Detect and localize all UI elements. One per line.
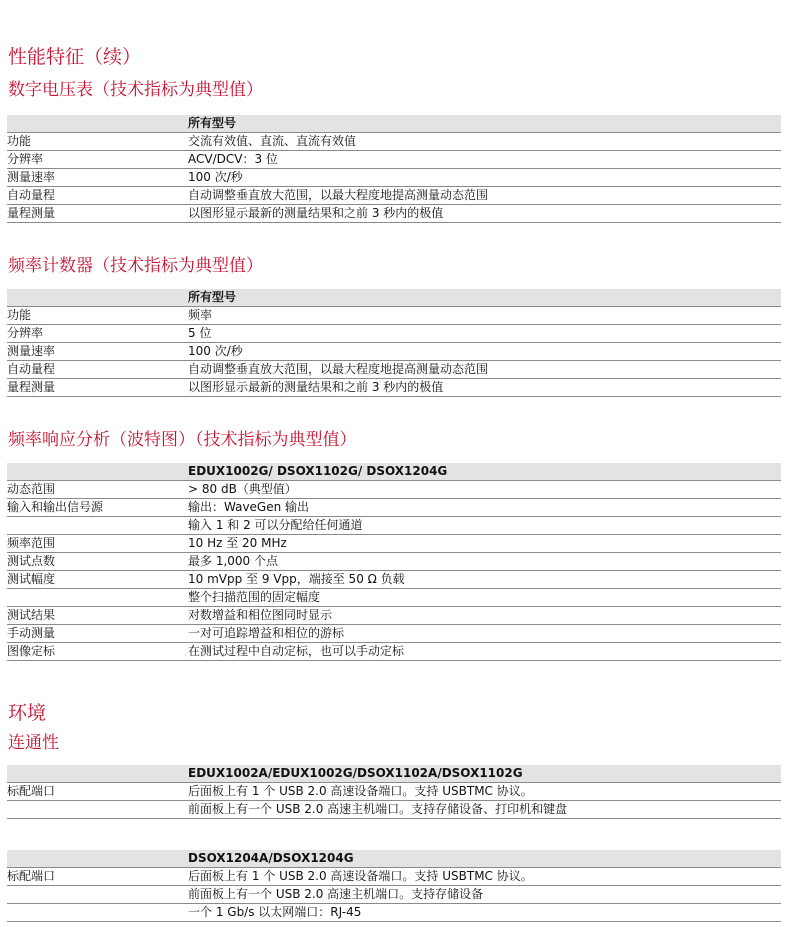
row-value: 后面板上有 1 个 USB 2.0 高速设备端口。支持 USBTMC 协议。 — [188, 784, 533, 798]
table-row — [7, 151, 781, 169]
row-value: 最多 1,000 个点 — [188, 554, 278, 568]
row-value: 对数增益和相位图同时显示 — [188, 608, 333, 622]
table-row — [7, 904, 781, 922]
table-row — [7, 187, 781, 205]
row-value: 一个 1 Gb/s 以太网端口：RJ-45 — [188, 905, 362, 919]
table-header — [7, 850, 781, 868]
table-row — [7, 169, 781, 187]
section-title-performance: 性能特征（续） — [8, 46, 142, 68]
row-value: 交流有效值、直流、直流有效值 — [188, 134, 357, 148]
row-label: 量程测量 — [7, 380, 56, 394]
table-header — [7, 115, 781, 133]
row-value: 在测试过程中自动定标，也可以手动定标 — [188, 644, 405, 658]
row-value: 以图形显示最新的测量结果和之前 3 秒内的极值 — [188, 206, 444, 220]
header-models: 所有型号 — [188, 116, 237, 130]
table-row — [7, 307, 781, 325]
table-row — [7, 205, 781, 223]
table-row — [7, 625, 781, 643]
row-label: 功能 — [7, 308, 32, 322]
table-header — [7, 289, 781, 307]
row-value: 频率 — [188, 308, 213, 322]
table-row — [7, 343, 781, 361]
table-counter — [7, 289, 781, 397]
row-label: 自动量程 — [7, 362, 56, 376]
section-title-environment: 环境 — [8, 702, 47, 724]
row-label: 频率范围 — [7, 536, 56, 550]
table-row — [7, 607, 781, 625]
table-row — [7, 481, 781, 499]
subtitle-bode: 频率响应分析（波特图）（技术指标为典型值） — [8, 430, 357, 450]
table-dvm — [7, 115, 781, 223]
subtitle-counter: 频率计数器（技术指标为典型值） — [8, 256, 263, 276]
row-label: 测量速率 — [7, 170, 56, 184]
table-row — [7, 535, 781, 553]
table-row — [7, 379, 781, 397]
header-models: EDUX1002G/ DSOX1102G/ DSOX1204G — [188, 464, 448, 478]
row-value: ACV/DCV：3 位 — [188, 152, 278, 166]
table-row — [7, 361, 781, 379]
row-value: 10 Hz 至 20 MHz — [188, 536, 287, 550]
table-row — [7, 517, 781, 535]
row-value: 自动调整垂直放大范围，以最大程度地提高测量动态范围 — [188, 188, 489, 202]
row-label: 标配端口 — [7, 784, 56, 798]
row-value: 前面板上有一个 USB 2.0 高速主机端口。支持存储设备 — [188, 887, 484, 901]
header-models: 所有型号 — [188, 290, 237, 304]
row-label: 自动量程 — [7, 188, 56, 202]
table-connectivity-b — [7, 850, 781, 922]
row-label: 图像定标 — [7, 644, 56, 658]
row-value: 自动调整垂直放大范围，以最大程度地提高测量动态范围 — [188, 362, 489, 376]
row-label: 分辨率 — [7, 152, 44, 166]
table-row — [7, 783, 781, 801]
row-value: 输出：WaveGen 输出 — [188, 500, 310, 514]
subtitle-dvm: 数字电压表（技术指标为典型值） — [8, 80, 263, 100]
row-value: 100 次/秒 — [188, 170, 243, 184]
table-row — [7, 553, 781, 571]
row-label: 测试结果 — [7, 608, 56, 622]
row-value: 100 次/秒 — [188, 344, 243, 358]
table-row — [7, 133, 781, 151]
table-header — [7, 765, 781, 783]
table-header — [7, 463, 781, 481]
row-value: 10 mVpp 至 9 Vpp，端接至 50 Ω 负载 — [188, 572, 405, 586]
row-label: 功能 — [7, 134, 32, 148]
row-value: 前面板上有一个 USB 2.0 高速主机端口。支持存储设备、打印机和键盘 — [188, 802, 568, 816]
table-row — [7, 643, 781, 661]
row-label: 手动测量 — [7, 626, 56, 640]
table-row — [7, 801, 781, 819]
row-label: 标配端口 — [7, 869, 56, 883]
subtitle-connectivity: 连通性 — [8, 733, 59, 753]
row-label: 输入和输出信号源 — [7, 500, 104, 514]
row-value: 5 位 — [188, 326, 212, 340]
row-label: 测试幅度 — [7, 572, 56, 586]
table-row — [7, 325, 781, 343]
header-models: EDUX1002A/EDUX1002G/DSOX1102A/DSOX1102G — [188, 766, 523, 780]
row-label: 测试点数 — [7, 554, 56, 568]
row-label: 分辨率 — [7, 326, 44, 340]
row-value: 以图形显示最新的测量结果和之前 3 秒内的极值 — [188, 380, 444, 394]
row-value: 整个扫描范围的固定幅度 — [188, 590, 321, 604]
table-row — [7, 499, 781, 517]
table-row — [7, 868, 781, 886]
header-models: DSOX1204A/DSOX1204G — [188, 851, 354, 865]
table-row — [7, 589, 781, 607]
row-label: 测量速率 — [7, 344, 56, 358]
row-label: 量程测量 — [7, 206, 56, 220]
row-label: 动态范围 — [7, 482, 56, 496]
table-row — [7, 886, 781, 904]
row-value: 一对可追踪增益和相位的游标 — [188, 626, 345, 640]
table-row — [7, 571, 781, 589]
row-value: > 80 dB（典型值） — [188, 482, 297, 496]
table-bode — [7, 463, 781, 661]
row-value: 输入 1 和 2 可以分配给任何通道 — [188, 518, 363, 532]
table-connectivity-a — [7, 765, 781, 819]
row-value: 后面板上有 1 个 USB 2.0 高速设备端口。支持 USBTMC 协议。 — [188, 869, 533, 883]
